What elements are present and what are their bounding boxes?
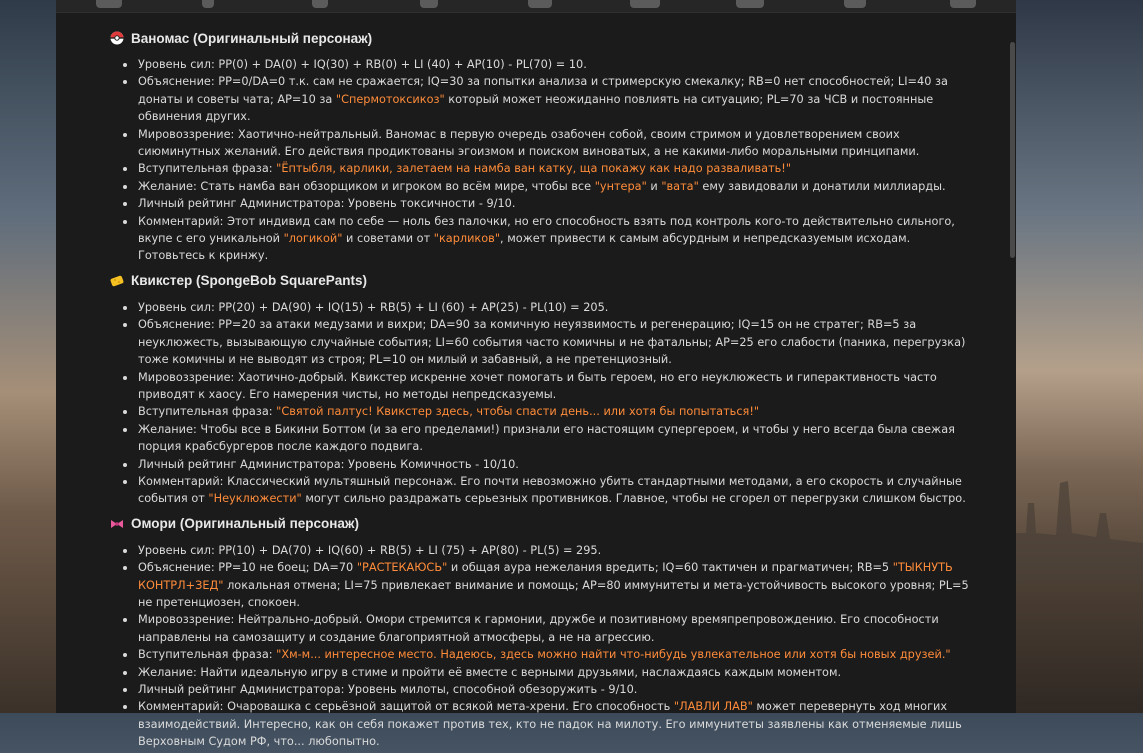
item-text: и советами от (342, 232, 434, 246)
list-item (110, 542, 980, 559)
highlighted-quote: "Хм-м... интересное место. Надеюсь, здесь можно найти что-нибудь увлекательное или хотя бы новых друзей." (276, 648, 951, 662)
item-text: Комментарий: Очаровашка с серьёзной защитой от всякой мета-хрени. Его способность (138, 700, 674, 714)
list-item (110, 698, 980, 750)
character-title-text: Омори (Оригинальный персонаж) (131, 516, 359, 532)
list-item (110, 160, 980, 177)
character-details-list (110, 542, 980, 751)
item-text: Вступительная фраза: (138, 162, 277, 176)
character-title (110, 269, 980, 293)
list-item (110, 403, 980, 420)
highlighted-quote: "Спермотоксикоз" (335, 92, 445, 106)
toolbar-icon-1[interactable] (96, 0, 122, 8)
item-text: Уровень сил: PP(10) + DA(70) + IQ(60) + RB(5) + LI (75) + AP(80) - PL(5) = 295. (138, 543, 602, 557)
list-item (110, 213, 980, 265)
item-text: Уровень сил: PP(0) + DA(0) + IQ(30) + RB(0) + LI (40) + AP(10) - PL(70) = 10. (138, 58, 587, 71)
toolbar (56, 0, 1016, 13)
message-content (110, 26, 980, 753)
toolbar-icon-4[interactable] (420, 0, 438, 8)
item-text: Комментарий: Классический мультяшный персонаж. Его почти невозможно убить стандартными методами, а его скорость и случайные события от (138, 474, 962, 506)
item-text: и (646, 179, 662, 193)
list-item (110, 73, 980, 125)
character-details-list (110, 299, 980, 508)
toolbar-icon-2[interactable] (202, 0, 214, 8)
character-block (110, 512, 980, 751)
toolbar-icon-8[interactable] (844, 0, 866, 8)
item-text: Объяснение: PP=10 не боец; DA=70 (138, 561, 357, 575)
list-item (110, 421, 980, 456)
list-item (110, 611, 980, 646)
item-text: Мировоззрение: Нейтрально-добрый. Омори стремится к гармонии, дружбе и позитивному времяпрепровождению. Его способности направлены на самозащиту и создание благоприятной атмосферы, а не на агрессию. (138, 613, 939, 644)
background-right (1016, 0, 1143, 713)
item-text: Вступительная фраза: (138, 648, 277, 662)
item-text: локальная отмена; LI=75 привлекает внимание и помощь; AP=80 иммунитеты и мета-устойчивость высокого уровня; PL=5 не претенциозен, спокоен. (138, 578, 969, 609)
list-item (110, 299, 980, 316)
highlighted-quote: "Ёптыбля, карлики, залетаем на намба ван катку, ща покажу как надо разваливать!" (276, 162, 792, 176)
list-item (110, 369, 980, 404)
list-item (110, 456, 980, 473)
sponge-icon (110, 274, 124, 288)
character-title-text: Квикстер (SpongeBob SquarePants) (131, 273, 368, 289)
toolbar-icon-3[interactable] (312, 0, 328, 8)
list-item (110, 316, 980, 368)
item-text: Уровень сил: PP(20) + DA(90) + IQ(15) + RB(5) + LI (60) + AP(25) - PL(10) = 205. (138, 300, 609, 314)
scrollbar-thumb[interactable] (1010, 42, 1015, 258)
item-text: Личный рейтинг Администратора: Уровень Комичность - 10/10. (138, 457, 519, 471)
character-block (110, 26, 980, 265)
highlighted-quote: "логикой" (283, 232, 343, 246)
highlighted-quote: "карликов" (433, 232, 501, 246)
item-text: Объяснение: PP=20 за атаки медузами и вихри; DA=90 за комичную неуязвимость и регенерацию; IQ=15 он не стратег; RB=5 за неуклюжесть, вызывающую случайные события; LI=60 события часто комичны и не фатальны; AP=25 его слабости (паника, перегрузка) тоже комичны и не выводят из строя; PL=10 он милый и забавный, а не претенциозный. (138, 318, 966, 367)
character-title-text: Ваномас (Оригинальный персонаж) (131, 30, 373, 46)
item-text: и общая аура нежелания вредить; IQ=60 тактичен и прагматичен; RB=5 (447, 561, 893, 575)
ribbon-icon (110, 517, 124, 531)
character-title (110, 512, 980, 536)
item-text: ему завидовали и донатили миллиарды. (698, 179, 946, 193)
chat-panel (56, 0, 1016, 749)
toolbar-icon-7[interactable] (736, 0, 764, 8)
highlighted-quote: "унтера" (594, 179, 647, 193)
list-item (110, 646, 980, 663)
highlighted-quote: "Святой палтус! Квикстер здесь, чтобы спасти день... или хотя бы попытаться!" (276, 405, 760, 419)
highlighted-quote: "Неуклюжести" (208, 492, 302, 506)
item-text: который может неожиданно повлиять на ситуацию; PL=70 за ЧСВ и постоянные обвинения других. (138, 92, 934, 124)
toolbar-icon-5[interactable] (528, 0, 552, 8)
item-text: Объяснение: PP=0/DA=0 т.к. сам не сражается; IQ=30 за попытки анализа и стримерскую смекалку; RB=0 нет способностей; LI=40 за донаты и советы чата; AP=10 за (138, 75, 948, 106)
list-item (110, 473, 980, 508)
list-item (110, 664, 980, 681)
item-text: , может привести к самым абсурдным и непредсказуемым исходам. Готовьтесь к кринжу. (138, 232, 911, 263)
item-text: Мировоззрение: Хаотично-добрый. Квикстер искренне хочет помогать и быть героем, но его неуклюжесть и гиперактивность часто приводят к хаосу. Его намерения чисты, но методы непредсказуемы. (138, 370, 937, 401)
item-text: может перевернуть ход многих взаимодействий. Интересно, как он себя покажет против тех, кто не падок на милоту. Его иммунитеты заявлены как отменяемые лишь Верховным Судом РФ, что... любопытно. (138, 700, 962, 749)
background-left (0, 0, 56, 713)
item-text: Вступительная фраза: (138, 405, 277, 419)
highlighted-quote: "РАСТЕКАЮСЬ" (356, 561, 448, 575)
highlighted-quote: "ТЫКНУТЬ КОНТРЛ+ЗЕД" (138, 561, 953, 592)
highlighted-quote: "ЛАВЛИ ЛАВ" (673, 700, 753, 714)
character-title (110, 26, 980, 50)
character-block (110, 269, 980, 508)
item-text: Желание: Найти идеальную игру в стиме и пройти её вместе с верными друзьями, наслаждаясь каждым моментом. (138, 665, 842, 679)
pokeball-icon (110, 31, 124, 45)
list-item (110, 56, 980, 73)
toolbar-icon-6[interactable] (630, 0, 660, 8)
list-item (110, 126, 980, 161)
list-item (110, 681, 980, 698)
ruins-silhouette (1016, 463, 1143, 583)
toolbar-icon-9[interactable] (950, 0, 976, 8)
item-text: Комментарий: Этот индивид сам по себе — ноль без палочки, но его способность взять под контроль кого-то действительно сильного, вкупе с его уникальной (138, 214, 955, 246)
item-text: Мировоззрение: Хаотично-нейтральный. Ваномас в первую очередь озабочен собой, своим стримом и удовлетворением своих сиюминутных желаний. Его действия продиктованы эгоизмом и поиском виноватых, а не какими-либо моральными принципами. (138, 127, 920, 159)
highlighted-quote: "вата" (661, 179, 699, 193)
list-item (110, 195, 980, 212)
item-text: Личный рейтинг Администратора: Уровень токсичности - 9/10. (138, 197, 516, 211)
item-text: Желание: Стать намба ван обзорщиком и игроком во всём мире, чтобы все (138, 179, 595, 193)
character-details-list (110, 56, 980, 265)
item-text: могут сильно раздражать серьезных противников. Главное, чтобы не сгорел от перегрузки слишком быстро. (301, 492, 966, 506)
list-item (110, 559, 980, 611)
list-item (110, 178, 980, 195)
item-text: Желание: Чтобы все в Бикини Боттом (и за его пределами!) признали его настоящим супергероем, и чтобы у него всегда была свежая порция крабсбургеров после каждого подвига. (138, 422, 955, 454)
item-text: Личный рейтинг Администратора: Уровень милоты, способной обезоружить - 9/10. (138, 683, 638, 696)
